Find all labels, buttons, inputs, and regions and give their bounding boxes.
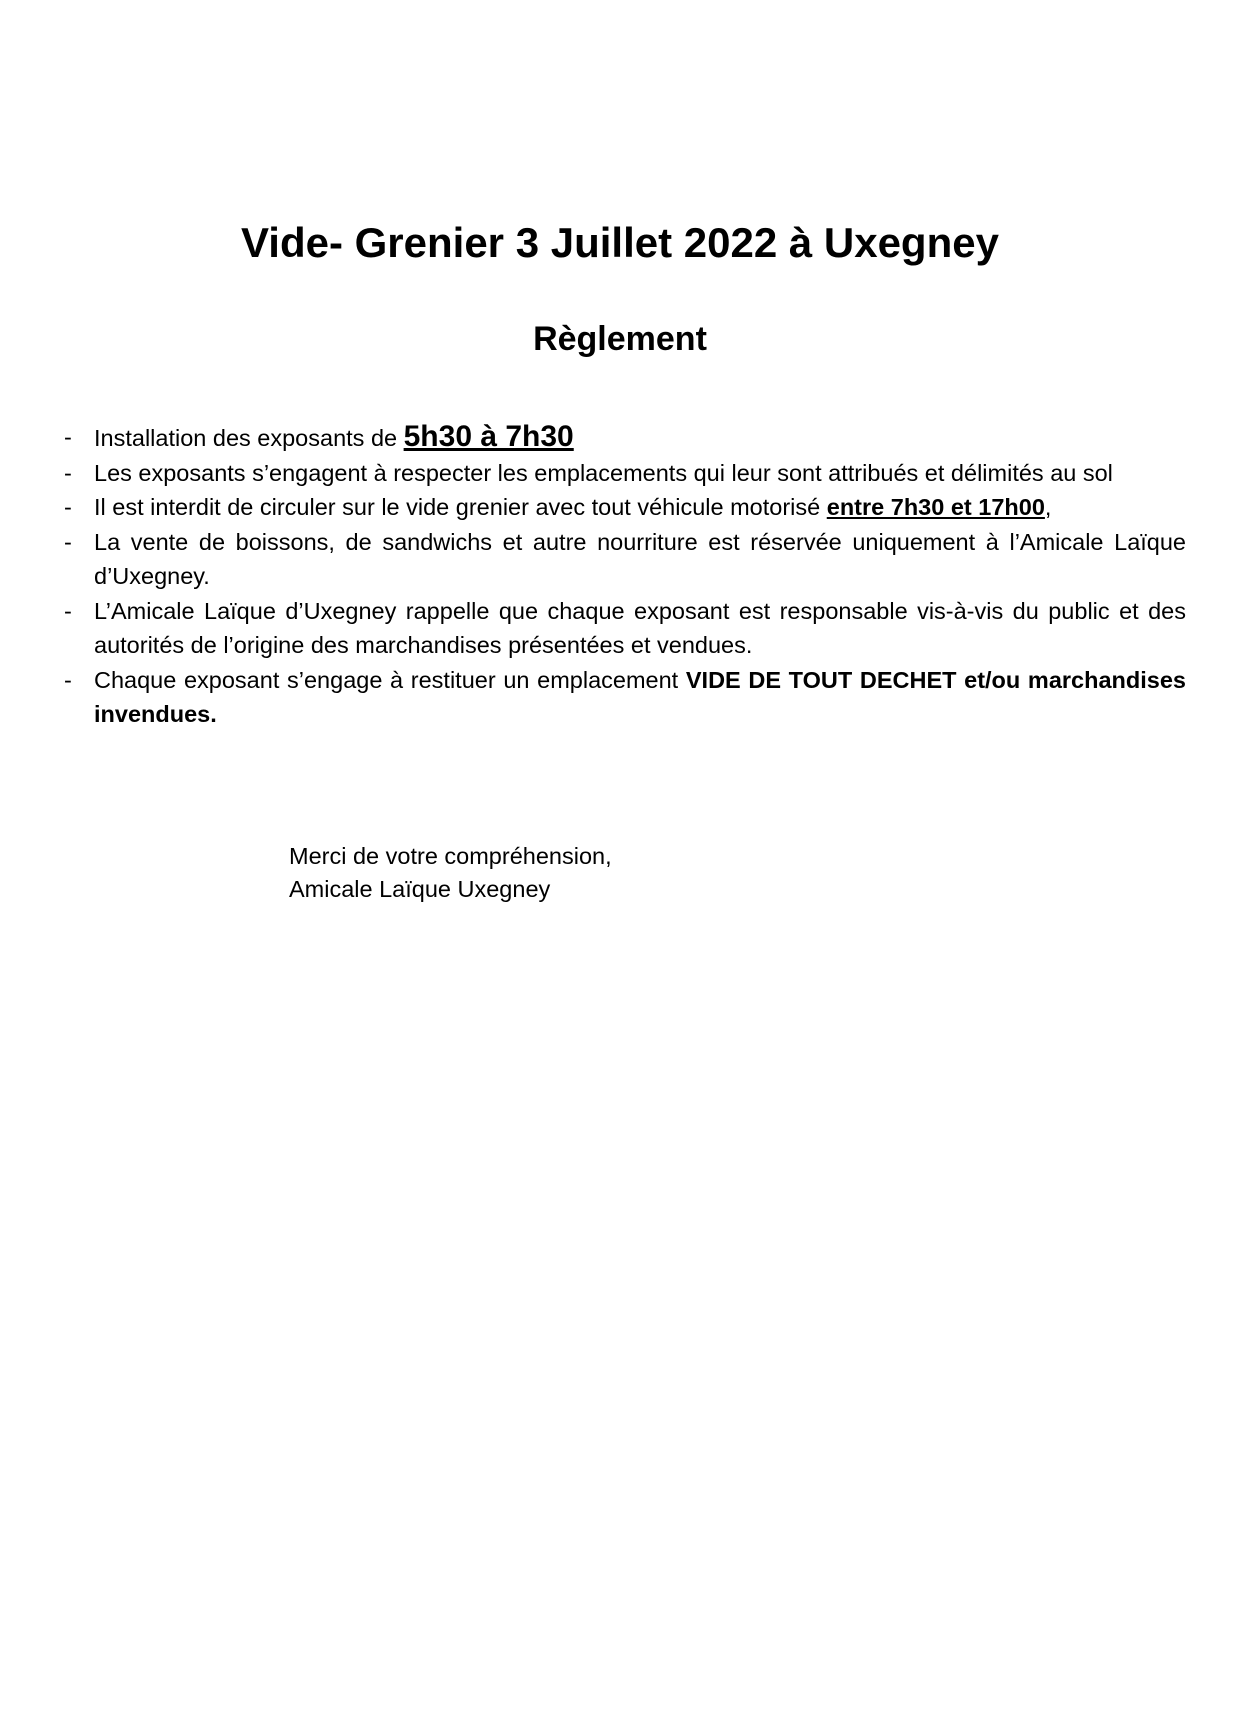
rule-text-end: , bbox=[1044, 494, 1052, 520]
closing-thanks: Merci de votre compréhension, bbox=[289, 843, 612, 869]
closing-signatory: Amicale Laïque Uxegney bbox=[289, 876, 551, 902]
rule-text: Chaque exposant s’engage à restituer un emplacement bbox=[94, 666, 686, 693]
bullet-dash: - bbox=[64, 597, 72, 624]
rule-item bbox=[60, 594, 1186, 663]
installation-time: 5h30 à 7h30 bbox=[403, 420, 574, 453]
rule-item bbox=[60, 663, 1186, 732]
closing-signature bbox=[289, 840, 612, 906]
rule-item bbox=[60, 490, 1186, 525]
bullet-dash: - bbox=[64, 666, 72, 693]
bullet-dash: - bbox=[64, 528, 72, 555]
rule-item bbox=[60, 525, 1186, 594]
rule-item bbox=[60, 456, 1186, 491]
bullet-dash: - bbox=[64, 424, 72, 450]
rule-text: L’Amicale Laïque d’Uxegney rappelle que chaque exposant est responsable vis-à-vis du public et des autorités de l’origine des marchandises présentées et vendues. bbox=[94, 597, 1186, 658]
rule-item bbox=[60, 420, 1186, 456]
rule-text: Installation des exposants de bbox=[94, 425, 404, 451]
bullet-dash: - bbox=[64, 494, 72, 520]
rule-text: La vente de boissons, de sandwichs et autre nourriture est réservée uniquement à l’Amicale Laïque d’Uxegney. bbox=[94, 528, 1186, 589]
document-subtitle: Règlement bbox=[533, 320, 707, 358]
cleanup-requirement: VIDE DE TOUT DECHET et/ou marchandises invendues. bbox=[94, 666, 1186, 727]
bullet-dash: - bbox=[64, 459, 72, 486]
document-title: Vide- Grenier 3 Juillet 2022 à Uxegney bbox=[241, 219, 999, 266]
rules-list bbox=[60, 420, 1186, 732]
rule-text: Les exposants s’engagent à respecter les emplacements qui leur sont attribués et délimités au sol bbox=[94, 459, 1113, 486]
traffic-ban-hours: entre 7h30 et 17h00 bbox=[826, 494, 1045, 520]
rule-text: Il est interdit de circuler sur le vide grenier avec tout véhicule motorisé bbox=[94, 494, 827, 520]
